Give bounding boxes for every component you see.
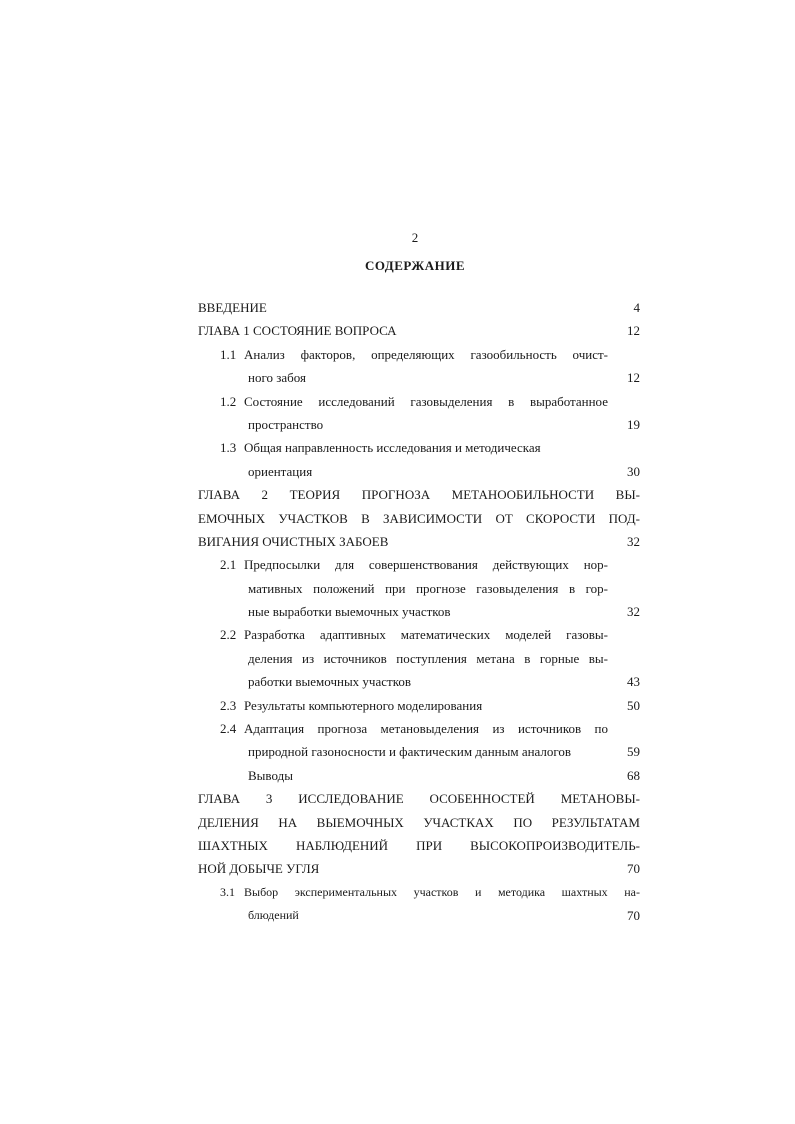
toc-entry-text: Адаптация прогноза метановыделения из источников по	[244, 721, 608, 737]
toc-entry-text: ВВЕДЕНИЕ	[198, 300, 267, 315]
toc-entry-text: ГЛАВА 3 ИССЛЕДОВАНИЕ ОСОБЕННОСТЕЙ МЕТАНОВЫ-	[198, 791, 640, 807]
toc-entry-text: Состояние исследований газовыделения в выработанное	[244, 393, 608, 409]
toc-page-ref: 12	[627, 323, 640, 339]
toc-entry-number: 1.1	[220, 346, 237, 362]
toc-entry-chapter-2	[198, 483, 640, 553]
toc-entry-text: деления из источников поступления метана в горные вы-	[248, 650, 608, 666]
toc-entry-text: Выводы	[248, 767, 293, 783]
toc-entry-number: 2.4	[220, 721, 237, 737]
toc-entry-text: ЕМОЧНЫХ УЧАСТКОВ В ЗАВИСИМОСТИ ОТ СКОРОСТИ ПОД-	[198, 510, 640, 526]
toc-entry-number: 2.3	[220, 697, 237, 713]
toc-entry-text: Результаты компьютерного моделирования	[244, 697, 483, 713]
toc-page-ref: 70	[627, 861, 640, 877]
toc-entry-text: Выбор экспериментальных участков и методика шахтных на-	[244, 884, 640, 899]
toc-entry-number: 2.2	[220, 627, 237, 643]
toc-entry-1-3	[198, 436, 640, 483]
toc-entry-text: Общая направленность исследования и методическая	[244, 440, 541, 456]
toc-entry-text: работки выемочных участков	[248, 674, 411, 690]
toc-entry-text: Разработка адаптивных математических моделей газовы-	[244, 627, 608, 643]
toc-entry-1-1	[198, 343, 640, 390]
toc-entry-2-4	[198, 717, 640, 764]
toc-entry-text: пространство	[248, 416, 324, 432]
toc-entry-chapter-3	[198, 787, 640, 881]
toc-entry-text: ГЛАВА 2 ТЕОРИЯ ПРОГНОЗА МЕТАНООБИЛЬНОСТИ ВЫ-	[198, 487, 640, 503]
toc-entry-number: 1.2	[220, 393, 237, 409]
toc-entry-text: блюдений	[248, 908, 299, 923]
toc-entry-text: НОЙ ДОБЫЧЕ УГЛЯ	[198, 861, 320, 877]
table-of-contents	[198, 296, 640, 928]
toc-entry-2-2	[198, 623, 640, 693]
toc-page-ref: 59	[627, 744, 640, 760]
toc-entry-text: ного забоя	[248, 370, 306, 386]
toc-entry-conclusions	[198, 764, 640, 787]
toc-entry-line	[198, 694, 640, 717]
toc-title: СОДЕРЖАНИЕ	[364, 258, 466, 273]
toc-entry-chapter-1	[198, 319, 640, 342]
toc-entry-text: Анализ факторов, определяющих газообильность очист-	[244, 346, 608, 362]
toc-entry-number: 1.3	[220, 440, 237, 456]
toc-entry-text: ные выработки выемочных участков	[248, 604, 451, 620]
toc-entry-3-1	[198, 881, 640, 928]
toc-entry-line	[198, 881, 640, 904]
toc-page-ref: 50	[627, 697, 640, 713]
toc-entry-line	[198, 343, 640, 366]
toc-entry-text: ШАХТНЫХ НАБЛЮДЕНИЙ ПРИ ВЫСОКОПРОИЗВОДИТЕЛЬ-	[198, 837, 640, 853]
toc-entry-number: 2.1	[220, 557, 237, 573]
toc-entry-text: мативных положений при прогнозе газовыделения в гор-	[248, 580, 608, 596]
toc-page-ref: 32	[627, 604, 640, 620]
toc-page-ref: 70	[627, 908, 640, 924]
toc-entry-2-1	[198, 553, 640, 623]
toc-entry-line	[198, 717, 640, 740]
toc-entry-line	[198, 436, 640, 459]
toc-entry-text: ДЕЛЕНИЯ НА ВЫЕМОЧНЫХ УЧАСТКАХ ПО РЕЗУЛЬТАТАМ	[198, 814, 640, 830]
toc-entry-line	[198, 623, 640, 646]
toc-page-ref: 32	[627, 533, 640, 549]
toc-page-ref: 30	[627, 463, 640, 479]
toc-entry-text: ВИГАНИЯ ОЧИСТНЫХ ЗАБОЕВ	[198, 533, 389, 549]
toc-entry-introduction	[198, 296, 640, 319]
toc-entry-line	[198, 390, 640, 413]
toc-entry-text: природной газоносности и фактическим данным аналогов	[248, 744, 572, 760]
toc-entry-2-3	[198, 694, 640, 717]
toc-page-ref: 12	[627, 370, 640, 386]
page-number: 2	[411, 230, 419, 245]
toc-entry-text: ГЛАВА 1 СОСТОЯНИЕ ВОПРОСА	[198, 323, 397, 339]
toc-page-ref: 19	[627, 416, 640, 432]
toc-entry-line	[198, 553, 640, 576]
toc-entry-text: ориентация	[248, 463, 313, 479]
toc-page-ref: 43	[627, 674, 640, 690]
toc-entry-1-2	[198, 390, 640, 437]
toc-entry-number: 3.1	[220, 884, 235, 899]
toc-entry-text: Предпосылки для совершенствования действующих нор-	[244, 557, 608, 573]
toc-page-ref: 4	[633, 300, 640, 315]
toc-page-ref: 68	[627, 767, 640, 783]
